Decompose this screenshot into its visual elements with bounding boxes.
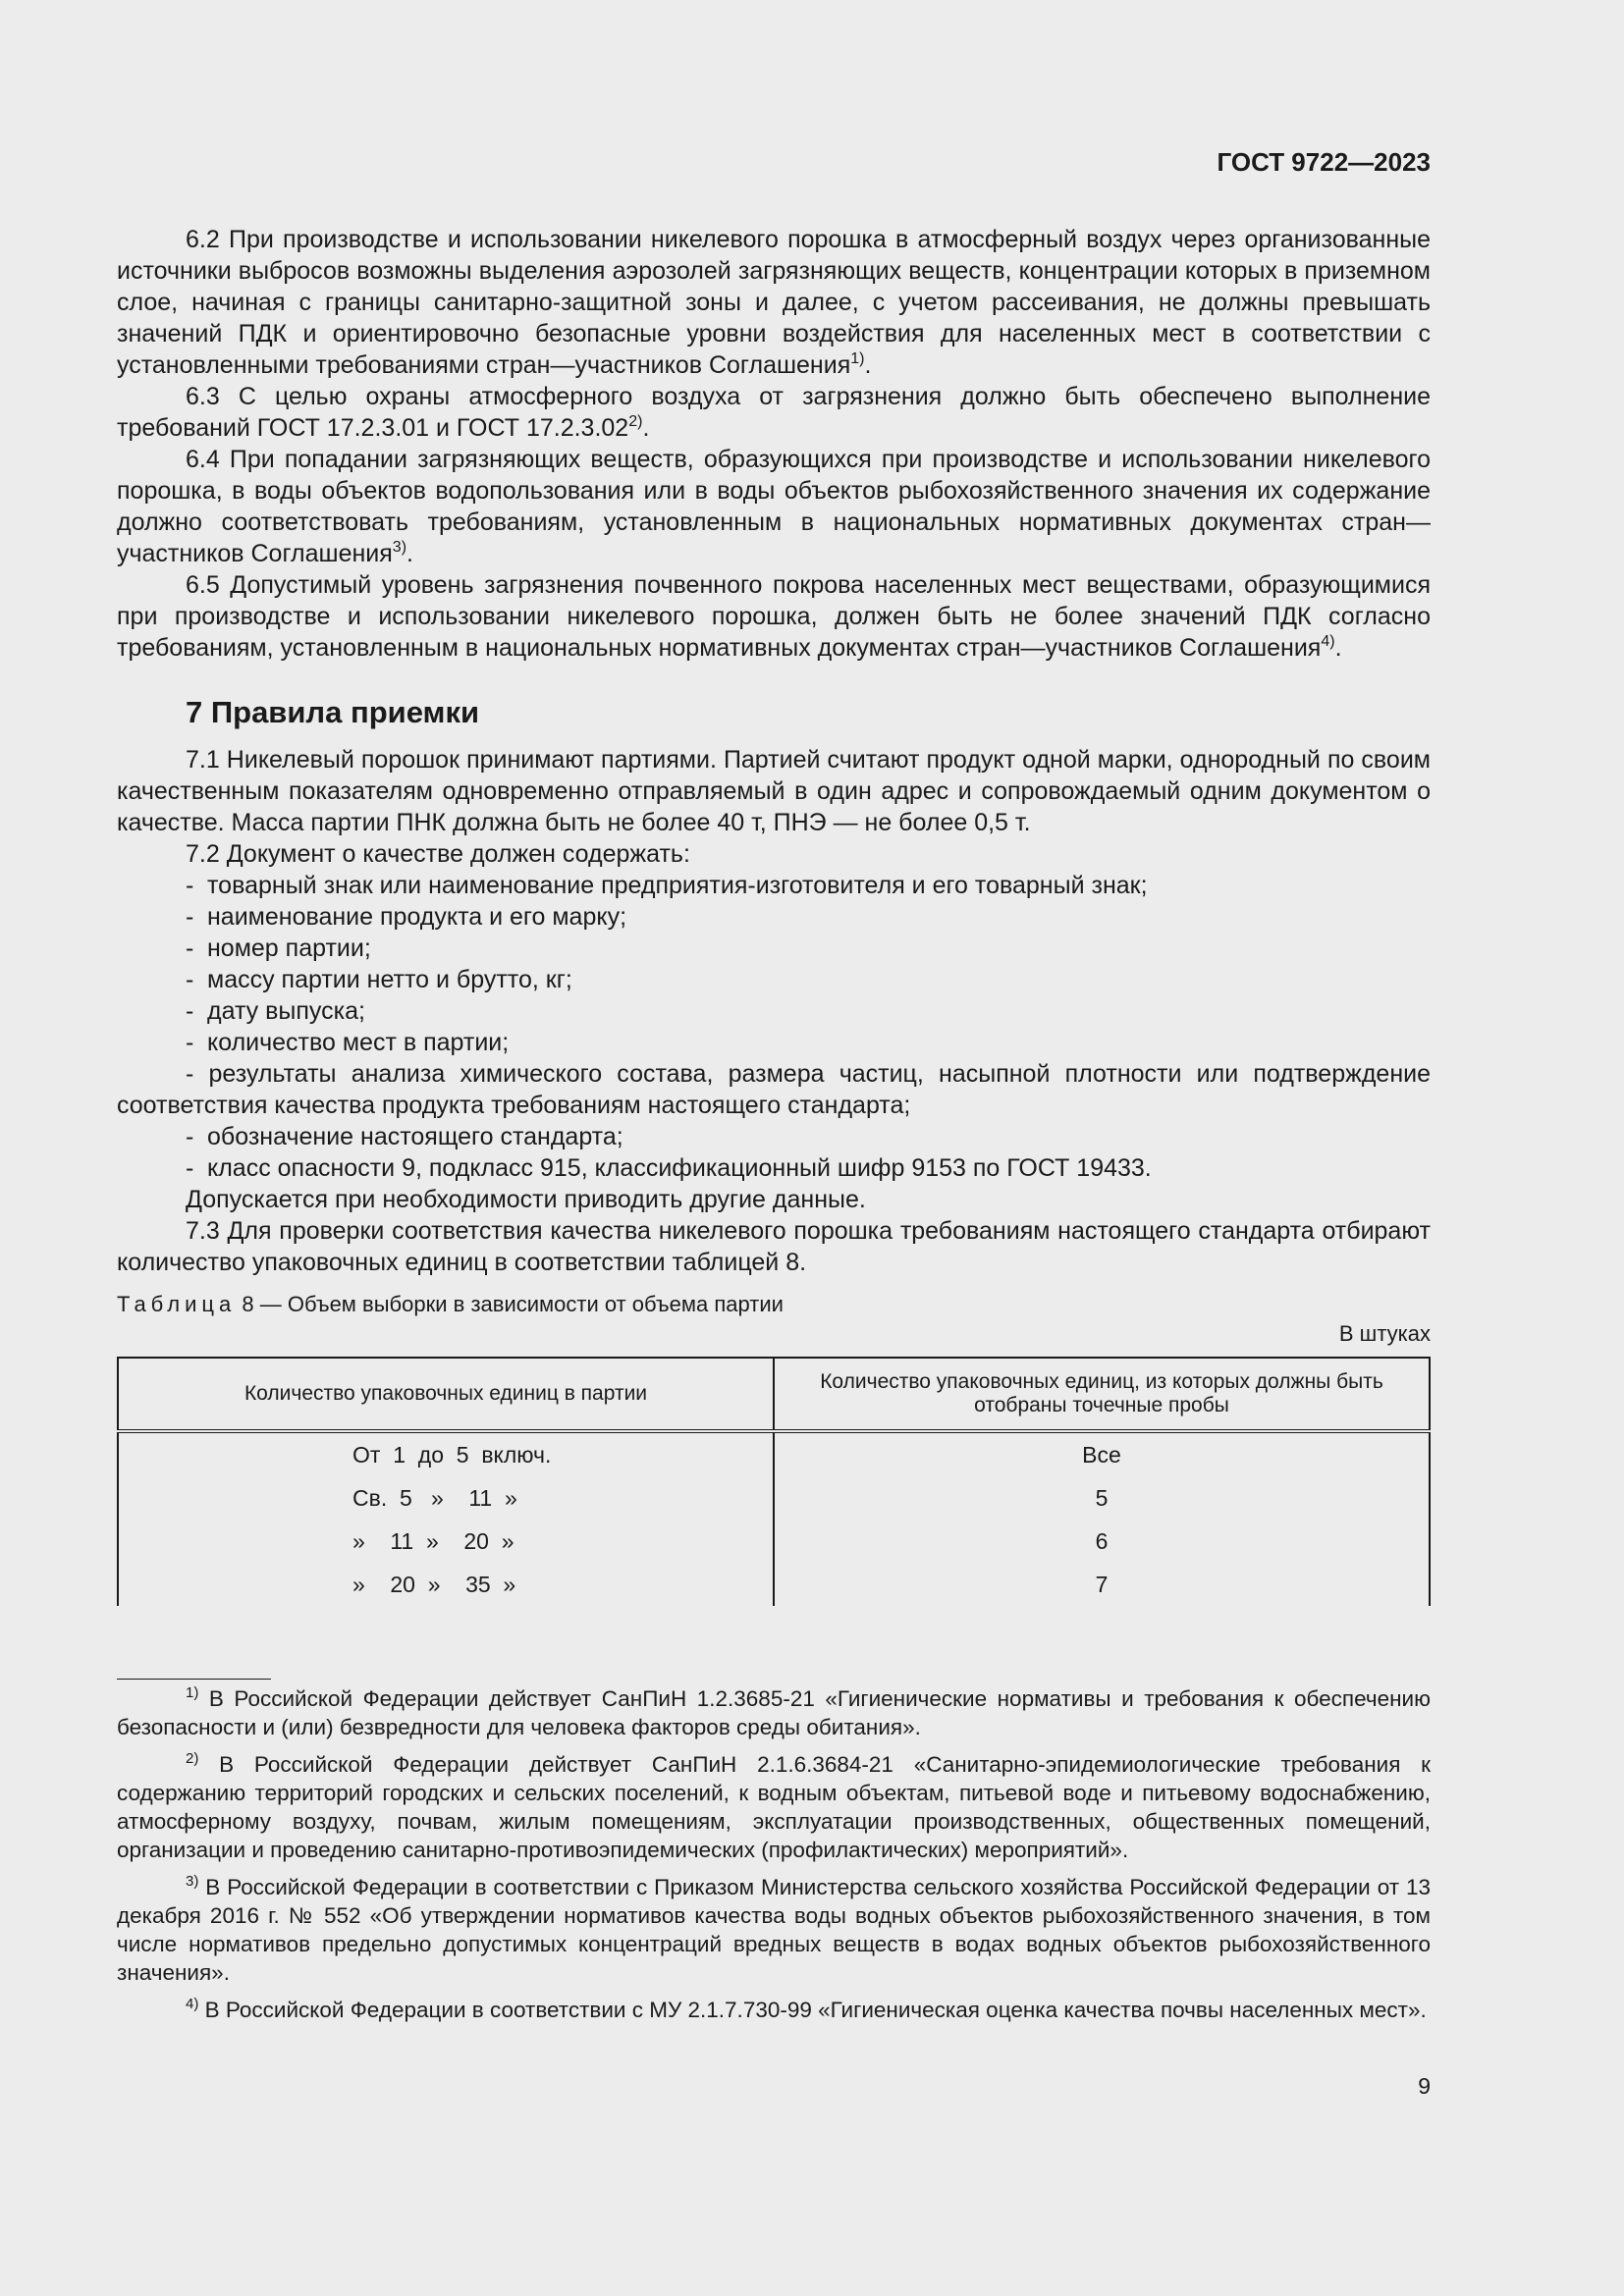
table-header-row (118, 1358, 1430, 1431)
footnotes (117, 1684, 1431, 2033)
list-item: - класс опасности 9, подкласс 915, классификационный шифр 9153 по ГОСТ 19433. (186, 1154, 1152, 1182)
footnote-ref: 4) (1321, 633, 1335, 650)
lot-size-cell: » 11 » 20 » (118, 1520, 774, 1563)
lot-size-cell: От 1 до 5 включ. (118, 1431, 774, 1476)
paragraph-text: 6.5 Допустимый уровень загрязнения почвенного покрова населенных мест веществами, образующимися при производстве и использовании никелевого порошка, должен быть не более значений ПДК согласно требованиям, установленным в национальных нормативных документах стран—участников Соглашения (117, 571, 1431, 662)
table-row (118, 1520, 1430, 1563)
list-item: - массу партии нетто и брутто, кг; (186, 966, 572, 993)
paragraph-text: 6.2 При производстве и использовании никелевого порошка в атмосферный воздух через организованные источники выбросов возможны выделения аэрозолей загрязняющих веществ, концентрации которых в приземном слое, начиная с границы санитарно-защитной зоны и далее, с учетом рассеивания, не должны превышать значений ПДК и ориентировочно безопасные уровни воздействия для населенных мест в соответствии с установленными требованиями стран—участников Соглашения (117, 226, 1431, 379)
sample-count-cell: Все (1082, 1442, 1121, 1468)
list-item: - дату выпуска; (186, 997, 365, 1025)
table-row (118, 1431, 1430, 1476)
table-caption: Таблица 8 — Объем выборки в зависимости от объема партии (117, 1292, 784, 1316)
list-item: - результаты анализа химического состава, размера частиц, насыпной плотности или подтверждение соответствия качества продукта требованиям настоящего стандарта; (117, 1060, 1431, 1119)
page-number: 9 (1418, 2073, 1431, 2099)
table-row (118, 1563, 1430, 1606)
body-text (117, 224, 1431, 1606)
sample-size-table (117, 1357, 1431, 1606)
column-header-sample-count: Количество упаковочных единиц, из которых должны быть отобраны точечные пробы (774, 1358, 1430, 1431)
paragraph-text: 6.4 При попадании загрязняющих веществ, образующихся при производстве и использовании никелевого порошка, в воды объектов водопользования или в воды объектов рыбохозяйственного значения их содержание должно соответствовать требованиям, установленным в национальных нормативных документах стран—участников Соглашения (117, 446, 1431, 567)
footnote-3: $^{3)}$ В Российской Федерации в соответствии с Приказом Министерства сельского хозяйства Российской Федерации от 13 декабря 2016 г. № 552 «Об утверждении нормативов качества воды водных объектов рыбохозяйственного значения, в том числе нормативов предельно допустимых концентраций вредных веществ в водах водных объектов рыбохозяйственного значения». (117, 1873, 1431, 1985)
footnote-ref: 2) (628, 413, 643, 430)
list-item: - количество мест в партии; (186, 1029, 510, 1056)
footnote-4: $^{4)}$ В Российской Федерации в соответствии с МУ 2.1.7.730-99 «Гигиеническая оценка качества почвы населенных мест». (186, 1996, 1427, 2022)
paragraph-7-1: 7.1 Никелевый порошок принимают партиями. Партией считают продукт одной марки, однородный по своим качественным показателям одновременно отправляемый в один адрес и сопровождаемый одним документом о качестве. Масса партии ПНК должна быть не более 40 т, ПНЭ — не более 0,5 т. (117, 746, 1431, 836)
sample-count-cell: 6 (1095, 1528, 1109, 1554)
sample-count-cell: 7 (1095, 1572, 1109, 1597)
list-item: - обозначение настоящего стандарта; (186, 1123, 623, 1150)
lot-size-cell: » 20 » 35 » (118, 1563, 774, 1606)
paragraph-6-4: 6.4 При попадании загрязняющих веществ, образующихся при производстве и использовании никелевого порошка, в воды объектов водопользования или в воды объектов рыбохозяйственного значения их содержание должно соответствовать требованиям, установленным в национальных нормативных документах стран—участников Соглашения$^{3)}$. (117, 446, 1431, 567)
lot-size-cell: Св. 5 » 11 » (118, 1476, 774, 1520)
list-item: - наименование продукта и его марку; (186, 903, 627, 931)
paragraph-7-3: 7.3 Для проверки соответствия качества никелевого порошка требованиям настоящего стандарта отбирают количество упаковочных единиц в соответствии таблицей 8. (117, 1217, 1431, 1276)
paragraph-6-5: 6.5 Допустимый уровень загрязнения почвенного покрова населенных мест веществами, образующимися при производстве и использовании никелевого порошка, должен быть не более значений ПДК согласно требованиям, установленным в национальных нормативных документах стран—участников Соглашения$^{4)}$. (117, 571, 1431, 662)
footnote-separator (117, 1679, 271, 1680)
footnote-ref: 3) (392, 539, 407, 556)
quality-document-list (117, 870, 1431, 1184)
footnote-2: $^{2)}$ В Российской Федерации действует СанПиН 2.1.6.3684-21 «Санитарно-эпидемиологические требования к содержанию территорий городских и сельских поселений, к водным объектам, питьевой воде и питьевому водоснабжению, атмосферному воздуху, почвам, жилым помещениям, эксплуатации производственных, общественных помещений, организации и проведению санитарно-противоэпидемических (профилактических) мероприятий». (117, 1750, 1431, 1862)
paragraph-6-3: 6.3 С целью охраны атмосферного воздуха от загрязнения должно быть обеспечено выполнение требований ГОСТ 17.2.3.01 и ГОСТ 17.2.3.02$^{2)}$. (117, 383, 1431, 442)
paragraph-7-2: 7.2 Документ о качестве должен содержать: (186, 840, 690, 868)
section-7-heading: 7 Правила приемки (186, 695, 480, 729)
table-row (118, 1476, 1430, 1520)
paragraph-text: 6.3 С целью охраны атмосферного воздуха от загрязнения должно быть обеспечено выполнение требований ГОСТ 17.2.3.01 и ГОСТ 17.2.3.02 (117, 383, 1431, 442)
list-item: - товарный знак или наименование предприятия-изготовителя и его товарный знак; (186, 872, 1148, 899)
list-item: - номер партии; (186, 934, 371, 962)
document-id: ГОСТ 9722—2023 (1217, 147, 1431, 177)
footnote-ref: 1) (850, 350, 865, 367)
footnote-1: $^{1)}$ В Российской Федерации действует СанПиН 1.2.3685-21 «Гигиенические нормативы и требования к обеспечению безопасности и (или) безвредности для человека факторов среды обитания». (117, 1684, 1431, 1739)
table-unit: В штуках (1338, 1321, 1431, 1346)
paragraph-6-2: 6.2 При производстве и использовании никелевого порошка в атмосферный воздух через организованные источники выбросов возможны выделения аэрозолей загрязняющих веществ, концентрации которых в приземном слое, начиная с границы санитарно-защитной зоны и далее, с учетом рассеивания, не должны превышать значений ПДК и ориентировочно безопасные уровни воздействия для населенных мест в соответствии с установленными требованиями стран—участников Соглашения$^{1)}$. (117, 226, 1431, 379)
paragraph-7-2-extra: Допускается при необходимости приводить другие данные. (186, 1186, 866, 1213)
sample-count-cell: 5 (1095, 1485, 1109, 1511)
column-header-lot-size: Количество упаковочных единиц в партии (118, 1358, 774, 1431)
